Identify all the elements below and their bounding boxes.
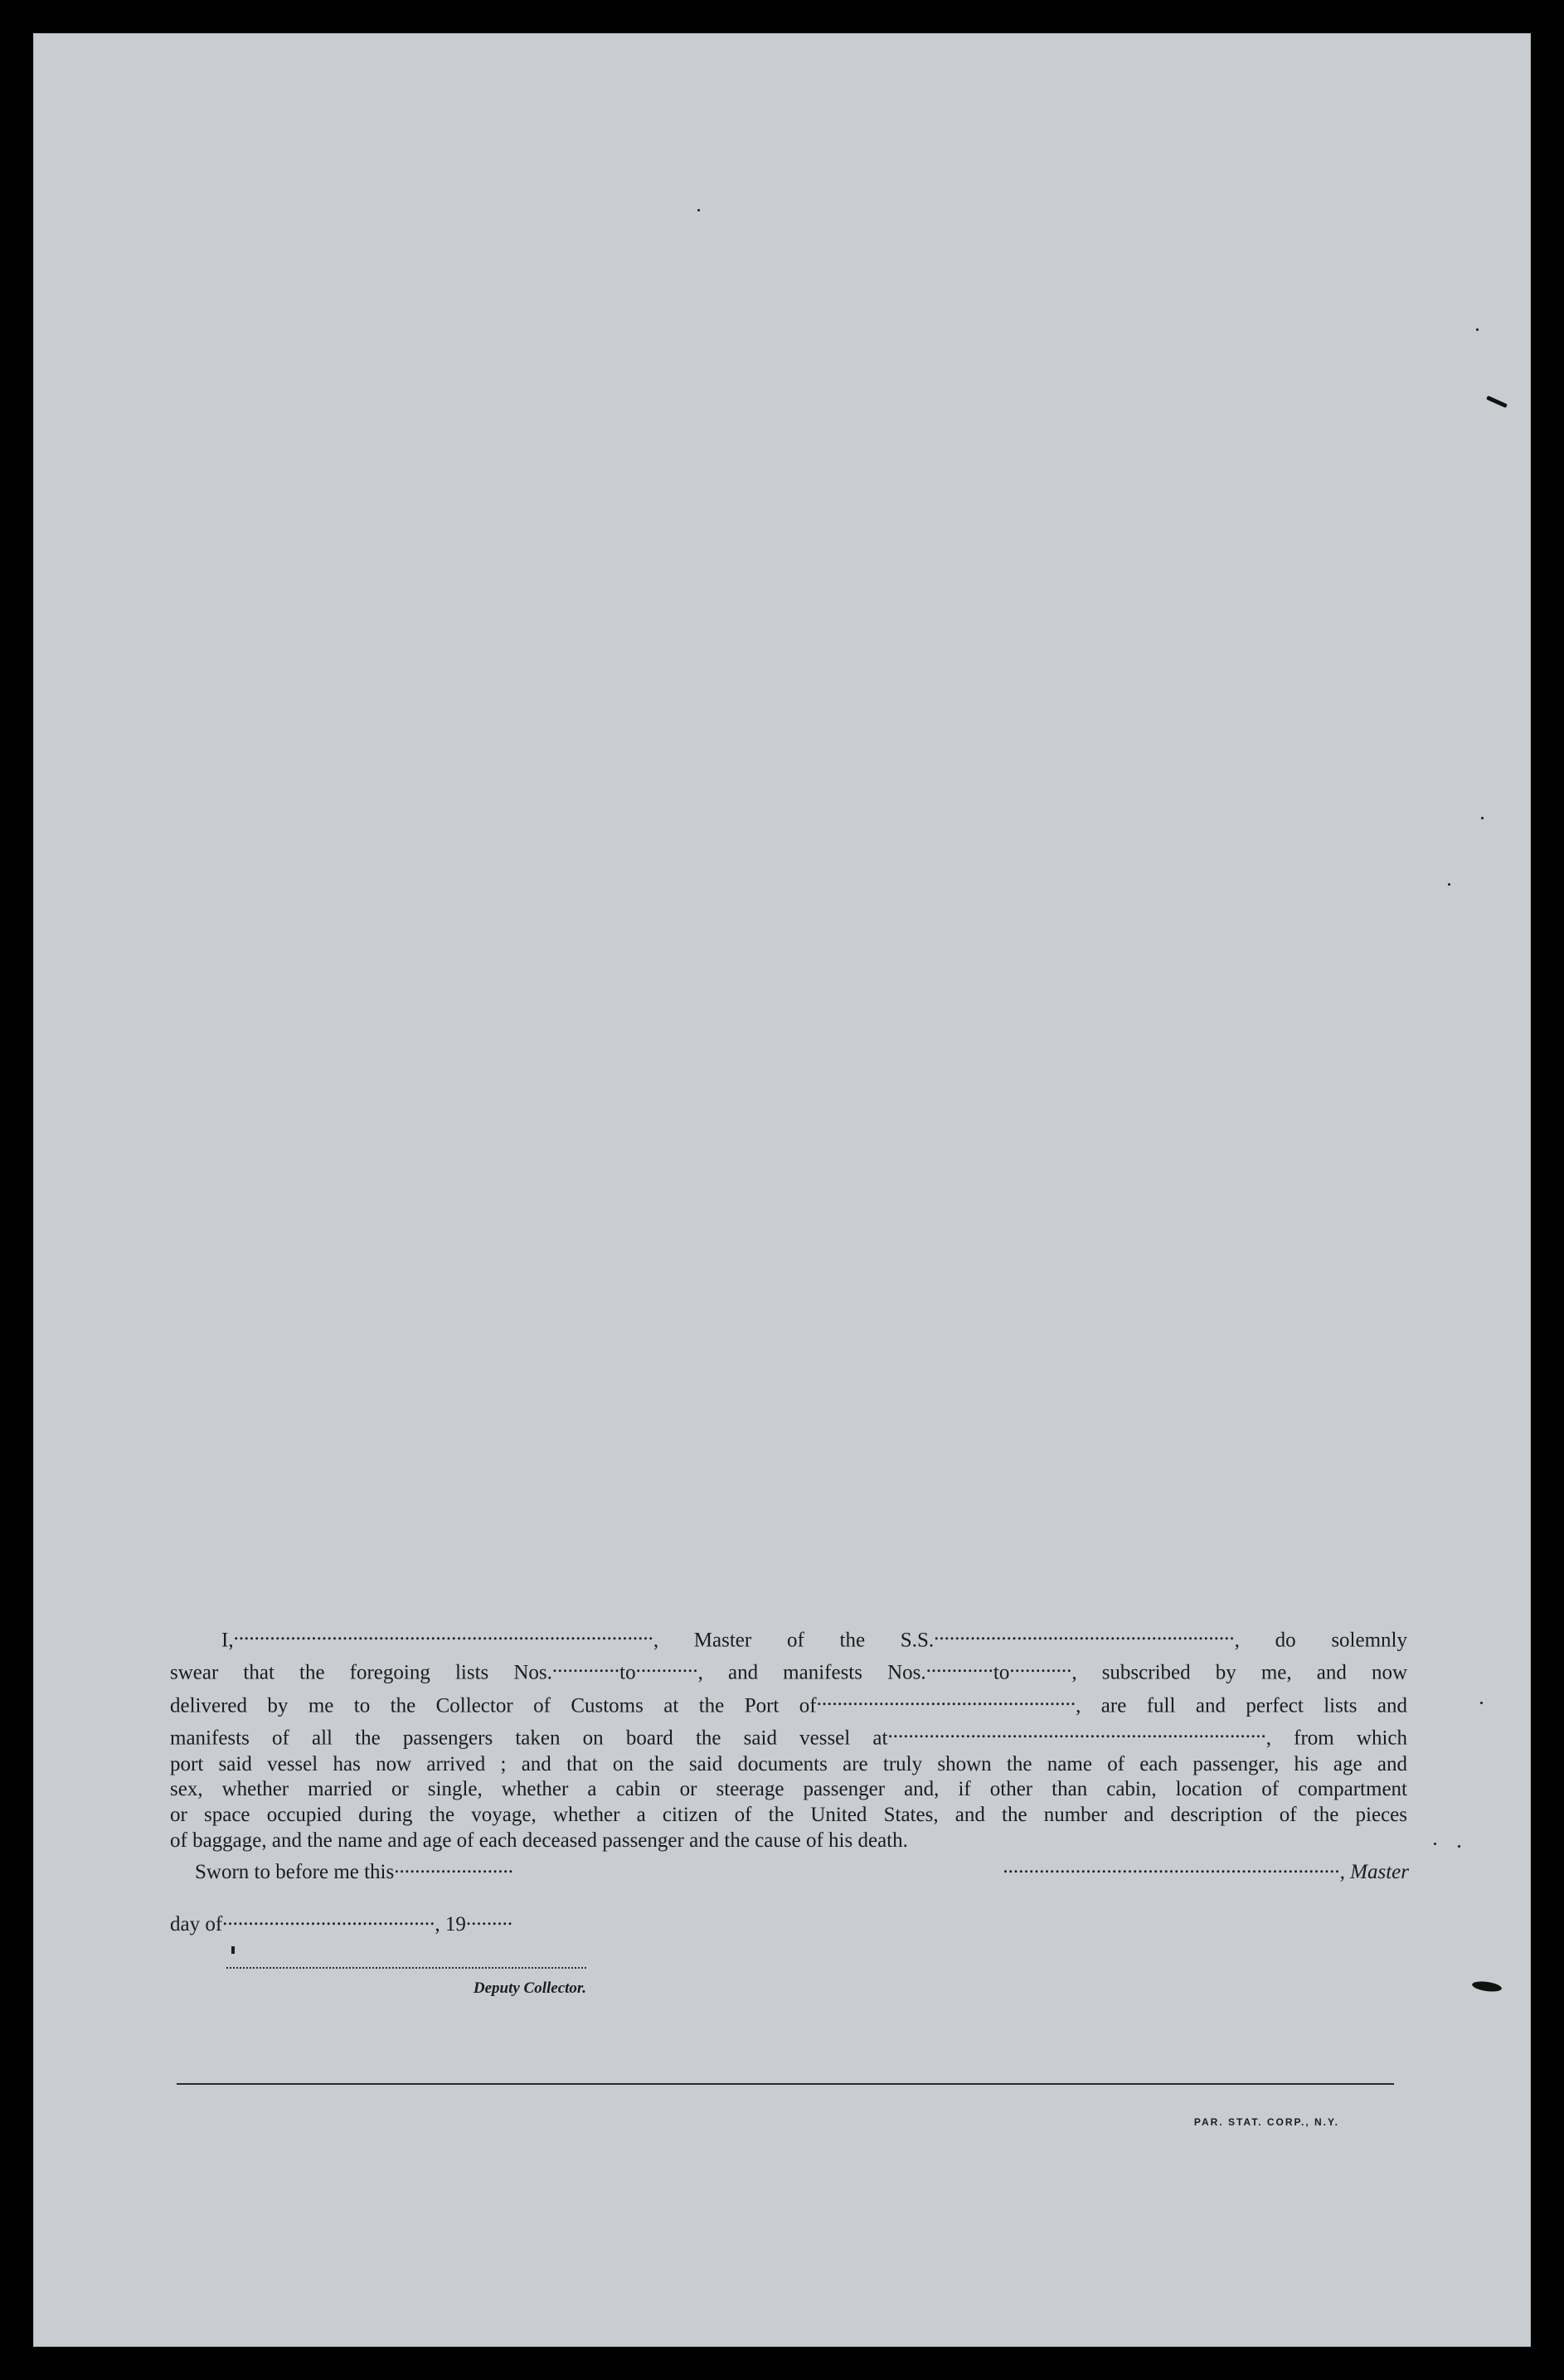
footer-rule: [177, 2083, 1394, 2085]
oath-line-2: swear that the foregoing lists Nos..............to............, and manifests Nos..............to............, subscribed by me, and now: [170, 1654, 1407, 1685]
speck: [1434, 1843, 1436, 1845]
master-name-blank[interactable]: .................................................................................: [233, 1622, 653, 1644]
master-signature-line: ................................................................., Master: [1003, 1855, 1409, 1883]
oath-line-1: I,................................................................................., Master of the S.S..........................................................., do solemnly: [221, 1622, 1407, 1652]
master-signature-blank[interactable]: .................................................................: [1003, 1855, 1340, 1877]
oath-line-3: delivered by me to the Collector of Customs at the Port of.................................................., are full and perfect lists and: [170, 1687, 1407, 1717]
printer-imprint: PAR. STAT. CORP., N.Y.: [1193, 2116, 1339, 2128]
oath-line-6: sex, whether married or single, whether a cabin or steerage passenger and, if other than cabin, location of compartment: [170, 1778, 1407, 1801]
day-of-line: day of........................................., 19.........: [170, 1907, 513, 1936]
ink-mark: [1486, 396, 1508, 408]
sworn-date-blank[interactable]: .......................: [394, 1855, 513, 1877]
manifests-to-blank[interactable]: ............: [1009, 1654, 1072, 1678]
speck: [1481, 817, 1484, 819]
speck: [697, 209, 700, 211]
month-blank[interactable]: .........................................: [222, 1907, 435, 1930]
year-blank[interactable]: .........: [465, 1907, 513, 1930]
speck: [1476, 328, 1479, 331]
sworn-line: Sworn to before me this.......................: [195, 1855, 513, 1883]
vessel-name-blank[interactable]: ..........................................................: [934, 1622, 1235, 1644]
lists-from-blank[interactable]: .............: [551, 1654, 620, 1678]
ink-tick: [231, 1946, 235, 1954]
port-blank[interactable]: ..................................................: [816, 1687, 1076, 1710]
deputy-signature-line[interactable]: [226, 1965, 586, 1969]
deputy-collector-label: Deputy Collector.: [473, 1979, 586, 1997]
oath-line-4: manifests of all the passengers taken on board the said vessel at........................................................................., from which: [170, 1720, 1407, 1750]
oath-line-8: of baggage, and the name and age of each deceased passenger and the cause of his death.: [170, 1829, 908, 1852]
lists-to-blank[interactable]: ............: [635, 1654, 698, 1678]
oath-line-7: or space occupied during the voyage, whether a citizen of the United States, and the number and description of the pieces: [170, 1804, 1407, 1827]
embarkation-port-blank[interactable]: .........................................................................: [887, 1720, 1266, 1743]
manifests-from-blank[interactable]: .............: [925, 1654, 993, 1678]
manifest-page: [33, 33, 1531, 2347]
ink-blot: [1471, 1980, 1502, 1994]
bleed-through-heading: [282, 162, 862, 195]
speck: [1480, 1702, 1483, 1704]
master-oath-paragraph: [170, 1621, 1407, 1853]
speck: [1458, 1845, 1460, 1848]
speck: [1448, 883, 1450, 886]
oath-line-5: port said vessel has now arrived ; and that on the said documents are truly shown the name of each passenger, his age and: [170, 1752, 1407, 1775]
